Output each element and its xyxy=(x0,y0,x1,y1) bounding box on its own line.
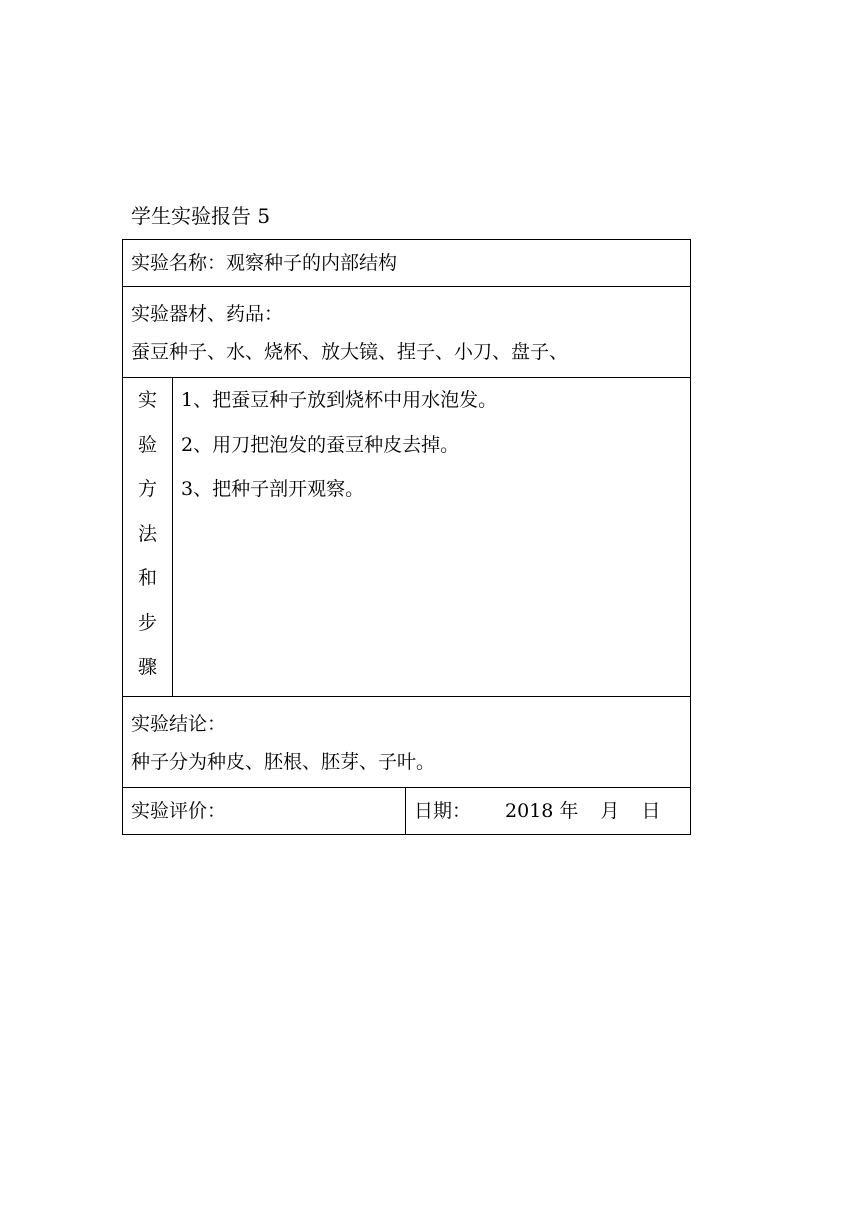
materials-row xyxy=(123,287,691,378)
method-label-char: 法 xyxy=(137,522,157,545)
date-day: 日 xyxy=(641,799,661,822)
materials-label: 实验器材、药品： xyxy=(131,303,284,325)
report-title: 学生实验报告 5 xyxy=(131,204,271,228)
method-label-char: 验 xyxy=(137,433,157,456)
evaluation-row xyxy=(123,787,691,834)
report-table xyxy=(122,239,691,835)
date-label: 日期： xyxy=(414,799,472,822)
method-label-char: 骤 xyxy=(137,656,157,678)
method-label-char: 和 xyxy=(137,567,157,589)
experiment-name: 实验名称：观察种子的内部结构 xyxy=(123,240,691,287)
method-steps xyxy=(173,378,691,697)
method-step: 2、用刀把泡发的蚕豆种皮去掉。 xyxy=(181,433,460,456)
conclusion-content: 种子分为种皮、胚根、胚芽、子叶。 xyxy=(131,750,436,773)
conclusion-label: 实验结论： xyxy=(131,712,227,735)
method-label xyxy=(123,378,173,697)
date-year: 2018 年 xyxy=(505,799,579,822)
materials-cell xyxy=(123,287,691,378)
evaluation-label: 实验评价： xyxy=(123,787,406,834)
conclusion-row xyxy=(123,696,691,787)
method-step: 3、把种子剖开观察。 xyxy=(181,478,365,500)
experiment-name-row xyxy=(123,240,691,287)
method-label-char: 实 xyxy=(137,389,157,411)
method-row xyxy=(123,378,691,697)
date-month: 月 xyxy=(600,799,620,822)
materials-content: 蚕豆种子、水、烧杯、放大镜、捏子、小刀、盘子、 xyxy=(131,341,569,363)
date-cell xyxy=(406,787,691,834)
conclusion-cell xyxy=(123,696,691,787)
method-label-char: 步 xyxy=(137,611,157,634)
method-label-char: 方 xyxy=(137,478,157,500)
method-step: 1、把蚕豆种子放到烧杯中用水泡发。 xyxy=(181,389,498,411)
